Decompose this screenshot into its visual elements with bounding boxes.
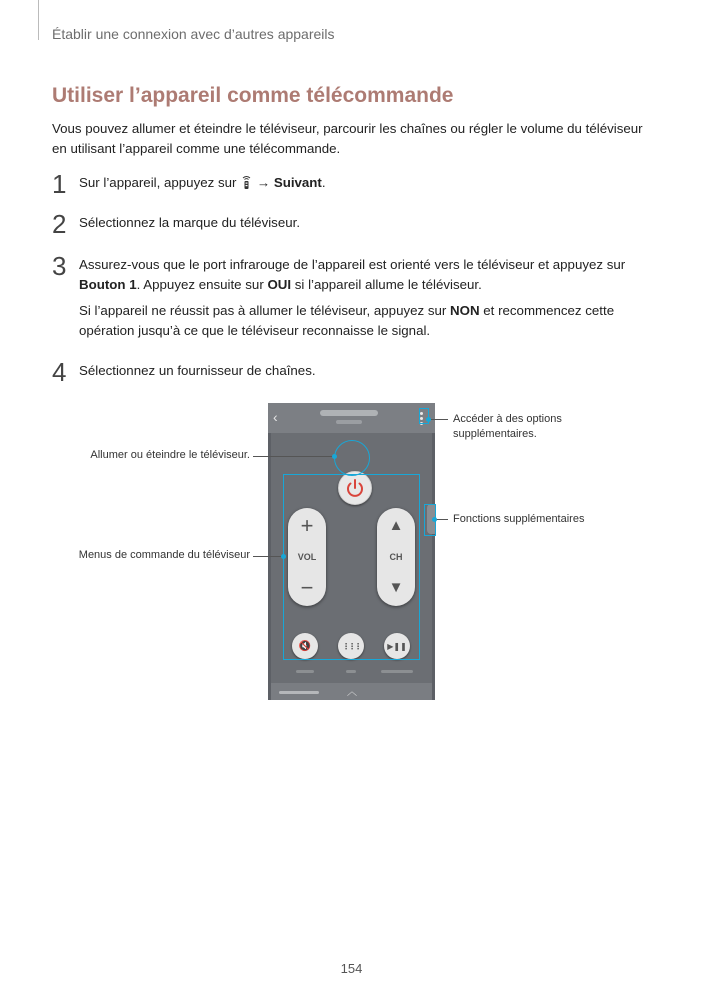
back-icon[interactable]: ‹: [273, 409, 278, 425]
step-text: [79, 173, 649, 193]
step-3-line-1: Assurez-vous que le port infrarouge de l’appareil est orienté vers le téléviseur et appuyez sur: [79, 257, 626, 272]
step-number: 1: [52, 169, 67, 199]
note-post: et recommencez cette: [479, 303, 615, 318]
power-highlight: [334, 440, 370, 476]
keypad-icon: ⋮⋮⋮: [342, 642, 360, 651]
intro-line-2: en utilisant l’appareil comme une télécommande.: [52, 141, 341, 156]
header-rule: [38, 0, 39, 40]
note-pre: Si l’appareil ne réussit pas à allumer le téléviseur, appuyez sur: [79, 303, 451, 318]
step-1-bold: Suivant: [273, 175, 322, 190]
provider-bar[interactable]: [271, 683, 432, 700]
intro-paragraph: [52, 119, 652, 159]
volume-label: VOL: [297, 552, 317, 562]
callout-more-options: [453, 412, 562, 442]
chevron-up-icon[interactable]: ︿: [347, 687, 357, 698]
leader-line: [428, 419, 448, 420]
step-3-bold-1: Bouton 1: [79, 277, 137, 292]
app-title-blurred: [320, 410, 378, 416]
step-3-end: si l’appareil allume le téléviseur.: [291, 277, 482, 292]
provider-label-blurred: [279, 691, 319, 694]
step-3-bold-2: OUI: [267, 277, 292, 292]
step-number: 2: [52, 209, 67, 239]
step-number: 4: [52, 357, 67, 387]
step-text: Sélectionnez un fournisseur de chaînes.: [79, 363, 316, 378]
volume-down-button[interactable]: −: [300, 575, 314, 600]
play-pause-icon: ▶❚❚: [387, 642, 407, 651]
step-3-note: [79, 301, 649, 341]
header-title: Établir une connexion avec d’autres appareils: [52, 26, 335, 42]
callout-more-options-line-1: Accéder à des options: [453, 413, 562, 425]
volume-up-button[interactable]: +: [300, 513, 314, 538]
step-text: [79, 255, 649, 295]
callout-power: Allumer ou éteindre le téléviseur.: [90, 449, 250, 461]
control-menus-highlight: [283, 474, 420, 660]
channel-down-button[interactable]: ▼: [388, 579, 404, 596]
arrow-glyph: →: [253, 175, 274, 190]
callout-extra-functions: Fonctions supplémentaires: [453, 513, 585, 525]
step-text: Sélectionnez la marque du téléviseur.: [79, 215, 301, 230]
button-label-blurred: [381, 670, 413, 673]
callout-more-options-line-2: supplémentaires.: [453, 428, 537, 440]
intro-line-1: Vous pouvez allumer et éteindre le téléviseur, parcourir les chaînes ou régler le volume du téléviseur: [52, 121, 643, 136]
remote-app-icon: [242, 175, 251, 189]
leader-line: [253, 556, 284, 557]
button-label-blurred: [296, 670, 314, 673]
section-title: Utiliser l’appareil comme télécommande: [52, 84, 454, 107]
step-1-pre: Sur l’appareil, appuyez sur: [79, 175, 241, 190]
note-bold: NON: [450, 303, 480, 318]
mute-icon: 🔇: [298, 641, 312, 652]
note-line-2: opération jusqu’à ce que le téléviseur reconnaisse le signal.: [79, 323, 431, 338]
leader-line: [253, 456, 335, 457]
app-subtitle-blurred: [336, 420, 362, 424]
channel-up-button[interactable]: ▲: [388, 517, 404, 534]
page-number: 154: [340, 961, 363, 976]
app-bar: [268, 403, 435, 433]
leader-dot: [426, 417, 431, 422]
button-label-blurred: [346, 670, 356, 673]
step-3-mid: . Appuyez ensuite sur: [136, 277, 268, 292]
callout-control-menus: Menus de commande du téléviseur: [78, 549, 250, 561]
step-1-post: .: [321, 175, 326, 190]
leader-dot: [281, 554, 286, 559]
step-number: 3: [52, 251, 67, 281]
leader-dot: [332, 454, 337, 459]
leader-dot: [432, 517, 437, 522]
channel-label: CH: [389, 552, 403, 562]
